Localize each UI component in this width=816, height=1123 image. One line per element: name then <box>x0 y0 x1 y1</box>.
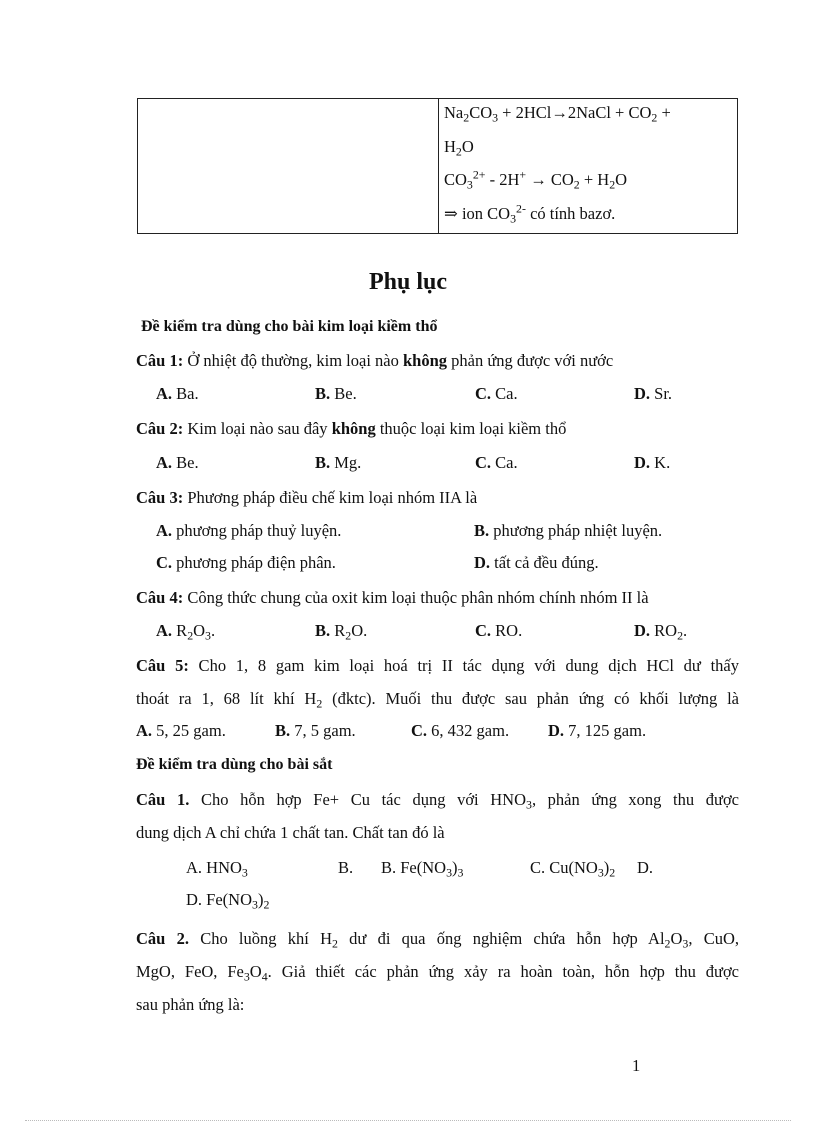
table-column-divider <box>438 99 439 233</box>
q2-option-b[interactable]: B. Mg. <box>315 453 362 472</box>
section-heading-iron: Đề kiểm tra dùng cho bài sắt <box>136 756 333 773</box>
question-2: Câu 2: Kim loại nào sau đây không thuộc loại kim loại kiềm thổ <box>136 419 567 438</box>
iron-question-2-line-2: MgO, FeO, $Fe_3O_4$. Giả thiết các phản ứng xảy ra hoàn toàn, hỗn hợp thu được <box>136 962 739 984</box>
q2-option-c[interactable]: C. Ca. <box>475 453 518 472</box>
conclusion-line: ⇒ ion $CO_3^{2-}$ có tính bazơ. <box>444 201 616 226</box>
equation-line-1: $Na_2CO_3$ + 2HCl→2NaCl + $CO_2$ + <box>444 103 671 125</box>
question-3: Câu 3: Phương pháp điều chế kim loại nhóm IIA là <box>136 488 478 507</box>
q5-option-d[interactable]: D. 7, 125 gam. <box>548 721 647 740</box>
q4-option-b[interactable]: B. $R_2O$. <box>315 621 368 643</box>
iron-question-2-line-1: Câu 2. Cho luồng khí $H_2$ dư đi qua ống nghiệm chứa hỗn hợp $Al_2O_3$, CuO, <box>136 929 740 951</box>
q2-option-d[interactable]: D. K. <box>634 453 671 472</box>
q3-option-c[interactable]: C. phương pháp điện phân. <box>156 553 336 572</box>
iron-q1-option-c[interactable]: C. $Cu(NO_3)_2$ <box>530 858 616 880</box>
iron-q1-option-b[interactable]: B. $Fe(NO_3)_3$ <box>381 858 464 880</box>
q1-option-c[interactable]: C. Ca. <box>475 384 518 403</box>
ionic-equation-line: $CO_3^{2+} - 2H^+ \to CO_2 + H_2O$ <box>444 167 628 192</box>
q1-option-b[interactable]: B. Be. <box>315 384 357 403</box>
question-5-line-1: Câu 5: Cho 1, 8 gam kim loại hoá trị II tác dụng với dung dịch HCl dư thấy <box>136 656 739 675</box>
page-bottom-divider <box>25 1120 791 1121</box>
q4-option-d[interactable]: D. $RO_2$. <box>634 621 688 643</box>
section-heading-alkaline-earth: Đề kiểm tra dùng cho bài kim loại kiềm thổ <box>141 318 438 335</box>
q2-option-a[interactable]: A. Be. <box>156 453 199 472</box>
question-5-line-2: thoát ra 1, 68 lít khí $H_2$ (đktc). Muối thu được sau phản ứng có khối lượng là <box>136 689 739 711</box>
q3-option-b[interactable]: B. phương pháp nhiệt luyện. <box>474 521 663 540</box>
iron-question-1-line-2: dung dịch A chỉ chứa 1 chất tan. Chất tan đó là <box>136 823 445 842</box>
iron-question-1-line-1: Câu 1. Cho hỗn hợp Fe+ Cu tác dụng với $HNO_3$, phản ứng xong thu được <box>136 790 739 812</box>
iron-q1-option-d[interactable]: D. $Fe(NO_3)_2$ <box>186 890 270 912</box>
q1-option-d[interactable]: D. Sr. <box>634 384 673 403</box>
q5-option-a[interactable]: A. 5, 25 gam. <box>136 721 226 740</box>
q4-option-a[interactable]: A. $R_2O_3$. <box>156 621 216 643</box>
iron-q1-option-b-label[interactable]: B. <box>338 858 354 877</box>
q1-option-a[interactable]: A. Ba. <box>156 384 199 403</box>
q5-option-c[interactable]: C. 6, 432 gam. <box>411 721 510 740</box>
iron-q1-option-d-label[interactable]: D. <box>637 858 654 877</box>
iron-q1-option-a[interactable]: A. $HNO_3$ <box>186 858 248 880</box>
q4-option-c[interactable]: C. RO. <box>475 621 523 640</box>
iron-question-2-line-3: sau phản ứng là: <box>136 995 245 1014</box>
appendix-title: Phụ lục <box>368 269 448 295</box>
answer-table <box>137 98 738 234</box>
q3-option-d[interactable]: D. tất cả đều đúng. <box>474 553 599 572</box>
q5-option-b[interactable]: B. 7, 5 gam. <box>275 721 356 740</box>
equation-line-2: $H_2O$ <box>444 137 474 159</box>
page-number: 1 <box>632 1056 641 1075</box>
question-4: Câu 4: Công thức chung của oxit kim loại thuộc phân nhóm chính nhóm II là <box>136 588 649 607</box>
question-1: Câu 1: Ở nhiệt độ thường, kim loại nào không phản ứng được với nước <box>136 351 614 370</box>
q3-option-a[interactable]: A. phương pháp thuỷ luyện. <box>156 521 342 540</box>
